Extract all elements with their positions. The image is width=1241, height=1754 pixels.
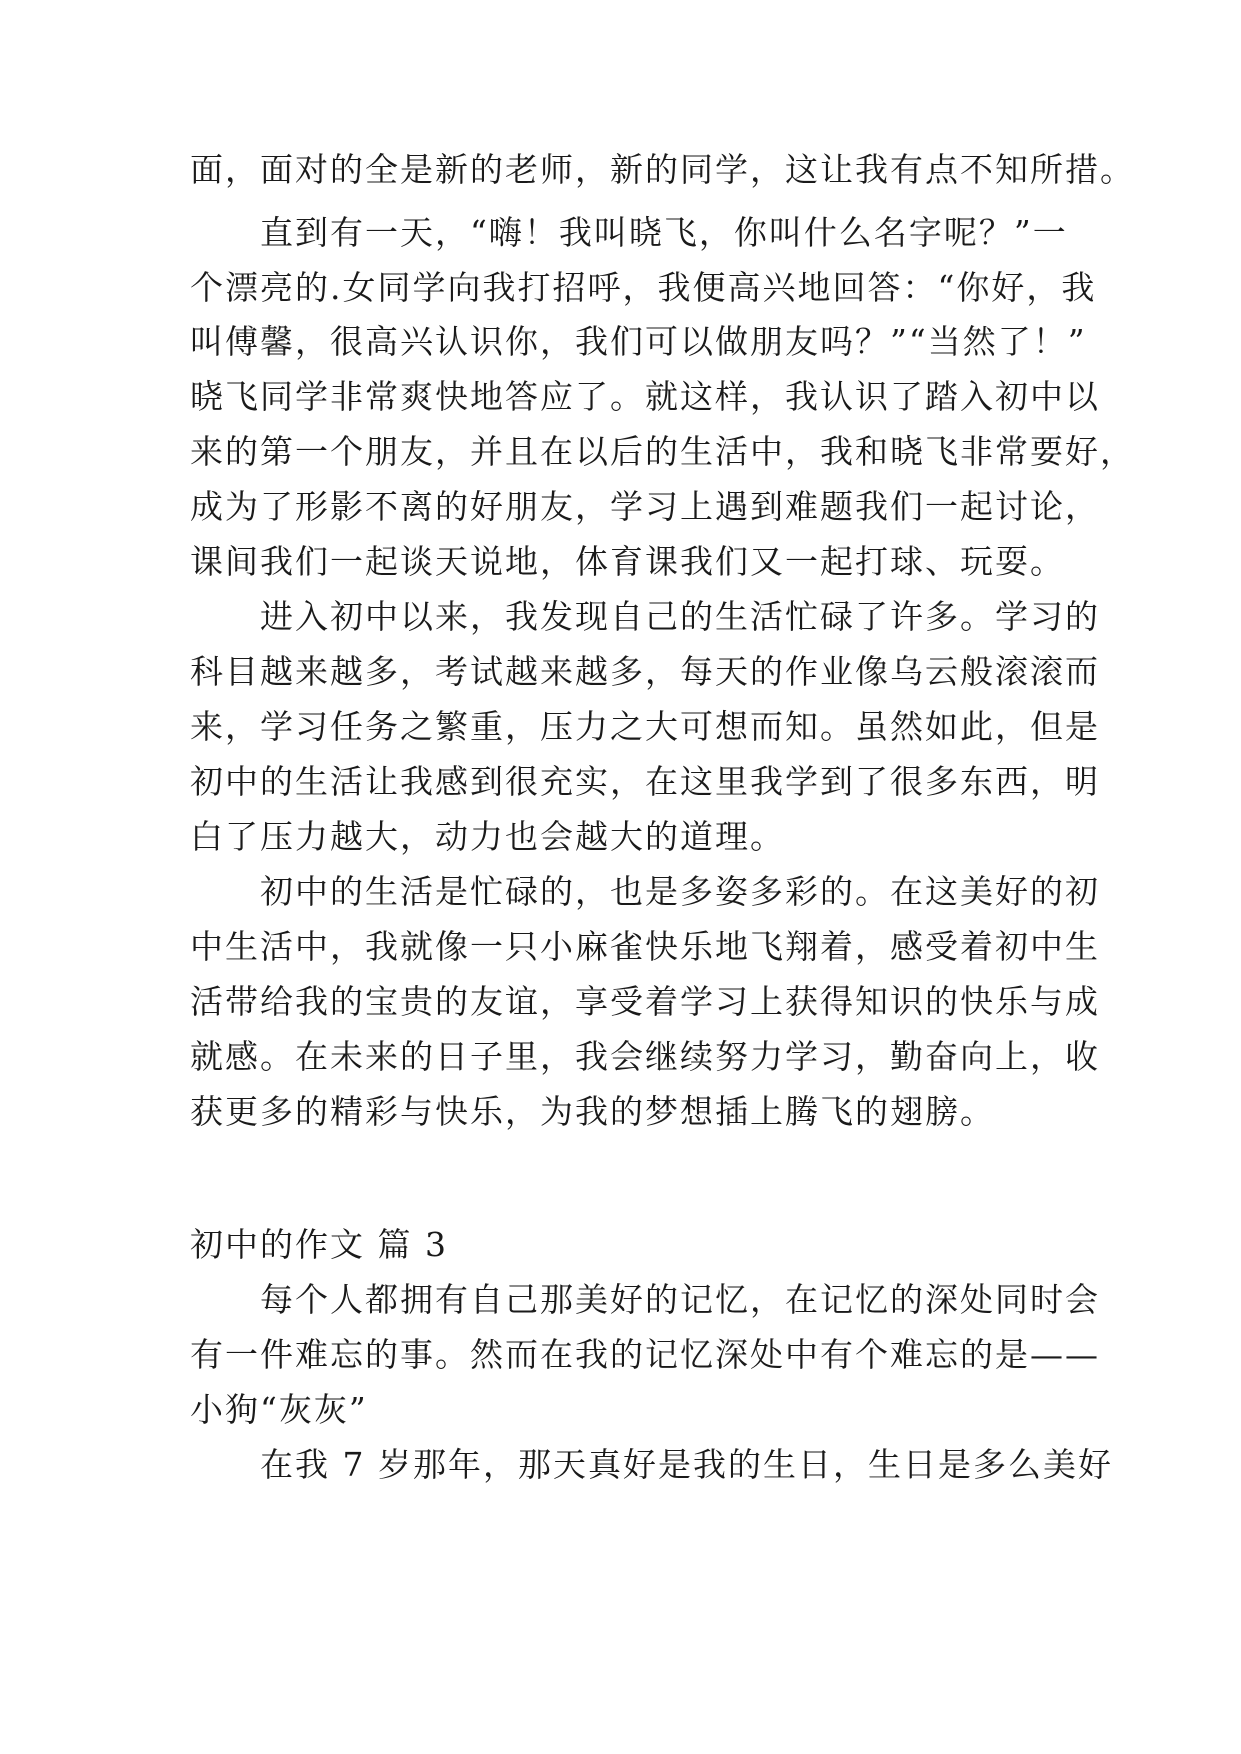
text-line: 成为了形影不离的好朋友，学习上遇到难题我们一起讨论， <box>190 487 1100 526</box>
text-line: 个漂亮的.女同学向我打招呼，我便高兴地回答：“你好，我 <box>190 268 1097 307</box>
text-line: 叫傅馨，很高兴认识你，我们可以做朋友吗？”“当然了！” <box>190 322 1087 361</box>
text-line: 科目越来越多，考试越来越多，每天的作业像乌云般滚滚而 <box>190 652 1100 691</box>
text-line: 就感。在未来的日子里，我会继续努力学习，勤奋向上，收 <box>190 1037 1100 1076</box>
text-line: 白了压力越大，动力也会越大的道理。 <box>190 817 785 856</box>
text-line: 小狗“灰灰” <box>190 1390 368 1429</box>
text-line: 进入初中以来，我发现自己的生活忙碌了许多。学习的 <box>190 597 1100 636</box>
text-line: 来，学习任务之繁重，压力之大可想而知。虽然如此，但是 <box>190 707 1100 746</box>
text-line: 课间我们一起谈天说地，体育课我们又一起打球、玩耍。 <box>190 542 1065 581</box>
section-heading: 初中的作文 篇 3 <box>190 1225 448 1264</box>
text-line: 面，面对的全是新的老师，新的同学，这让我有点不知所措。 <box>190 150 1135 189</box>
text-line: 在我 7 岁那年，那天真好是我的生日，生日是多么美好 <box>190 1445 1113 1484</box>
text-line: 直到有一天，“嗨！我叫晓飞，你叫什么名字呢？”一 <box>190 213 1068 252</box>
text-line: 获更多的精彩与快乐，为我的梦想插上腾飞的翅膀。 <box>190 1092 995 1131</box>
text-line: 有一件难忘的事。然而在我的记忆深处中有个难忘的是—— <box>190 1335 1100 1374</box>
text-line: 晓飞同学非常爽快地答应了。就这样，我认识了踏入初中以 <box>190 377 1100 416</box>
text-line: 中生活中，我就像一只小麻雀快乐地飞翔着，感受着初中生 <box>190 927 1100 966</box>
text-line: 来的第一个朋友，并且在以后的生活中，我和晓飞非常要好， <box>190 432 1135 471</box>
text-line: 初中的生活让我感到很充实，在这里我学到了很多东西，明 <box>190 762 1100 801</box>
text-line: 每个人都拥有自己那美好的记忆，在记忆的深处同时会 <box>190 1280 1100 1319</box>
text-line: 活带给我的宝贵的友谊，享受着学习上获得知识的快乐与成 <box>190 982 1100 1021</box>
text-line: 初中的生活是忙碌的，也是多姿多彩的。在这美好的初 <box>190 872 1100 911</box>
